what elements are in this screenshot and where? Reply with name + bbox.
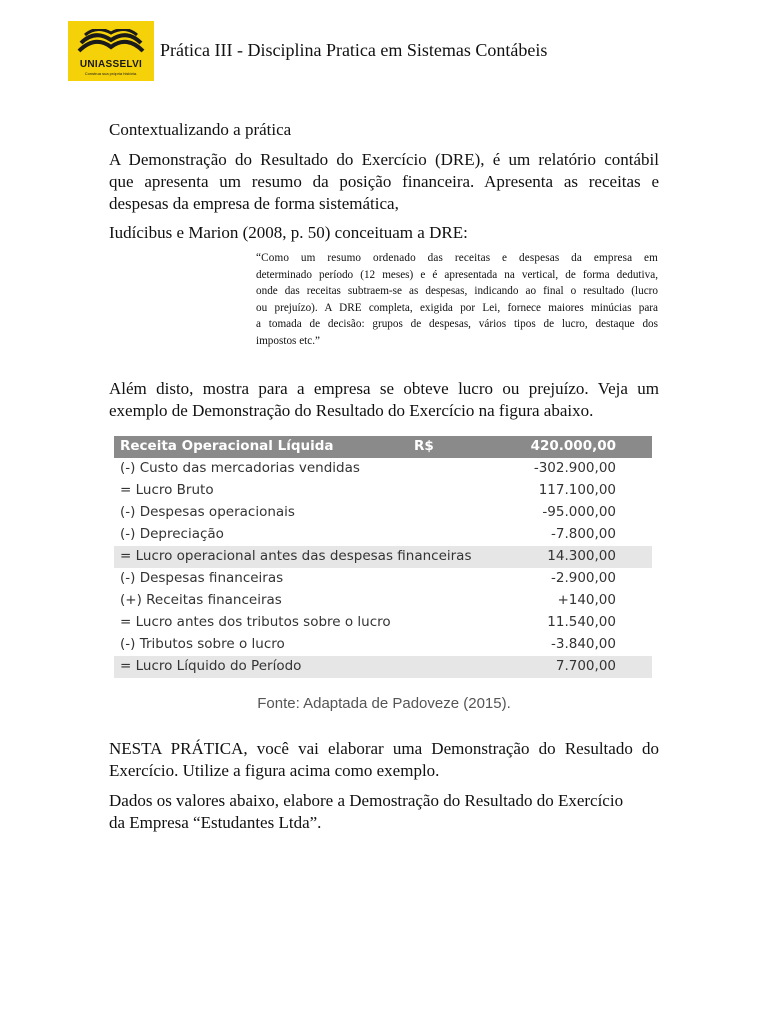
after-line-1: Além disto, mostra para a empresa se obteve lucro ou prejuízo. Veja um (109, 379, 659, 398)
dre-row-value: 117.100,00 (538, 482, 616, 498)
dre-row-value: 7.700,00 (555, 658, 616, 674)
page-title: Prática III - Disciplina Pratica em Sistemas Contábeis (160, 40, 548, 60)
dre-row-value: +140,00 (557, 592, 616, 608)
dre-row (114, 524, 652, 546)
dre-row (114, 590, 652, 612)
dre-row (114, 458, 652, 480)
book-wave-icon (77, 29, 145, 59)
dre-header-currency: R$ (414, 438, 434, 454)
quote-line: ou prejuízo). A DRE completa, exigida por Lei, fornece maiores minúcias para (256, 301, 658, 314)
dre-row-label: = Lucro Líquido do Período (120, 658, 302, 674)
logo-name: UNIASSELVI (79, 59, 143, 70)
dre-row-value: -95.000,00 (542, 504, 616, 520)
dre-header-label: Receita Operacional Líquida (120, 438, 334, 454)
dre-header-value: 420.000,00 (530, 438, 616, 454)
dre-row-label: (-) Despesas operacionais (120, 504, 295, 520)
table-source-caption: Fonte: Adaptada de Padoveze (2015). (257, 695, 511, 712)
quote-line: onde das receitas subtraem-se as despesas, indicando ao final o resultado (lucro (256, 285, 658, 297)
intro-line-3: despesas da empresa de forma sistemática, (109, 194, 399, 213)
uniasselvi-logo (68, 21, 154, 81)
dre-header-row (114, 436, 652, 458)
data-line-2: da Empresa “Estudantes Ltda”. (109, 813, 322, 832)
dre-row-label: = Lucro operacional antes das despesas financeiras (120, 548, 472, 564)
logo-tagline: Construa sua própria história. (84, 71, 138, 76)
quote-line: a tomada de decisão: grupos de despesas, vários tipos de lucro, destaque dos (256, 318, 658, 330)
data-line-1: Dados os valores abaixo, elabore a Demostração do Resultado do Exercício (109, 791, 624, 810)
dre-row-value: 11.540,00 (547, 614, 616, 630)
intro-line-1: A Demonstração do Resultado do Exercício (DRE), é um relatório contábil (109, 150, 659, 169)
citation-line: Iudícibus e Marion (2008, p. 50) conceituam a DRE: (109, 223, 468, 242)
dre-row-label: = Lucro Bruto (120, 482, 214, 498)
dre-row-label: = Lucro antes dos tributos sobre o lucro (120, 614, 391, 630)
quote-block (256, 250, 658, 349)
dre-row-label: (-) Depreciação (120, 526, 224, 542)
dre-row (114, 480, 652, 502)
dre-row-value: -2.900,00 (551, 570, 616, 586)
dre-row-value: -7.800,00 (551, 526, 616, 542)
after-line-2: exemplo de Demonstração do Resultado do Exercício na figura abaixo. (109, 401, 594, 420)
quote-line: impostos etc.” (256, 334, 321, 347)
dre-row (114, 656, 652, 678)
intro-line-2: que apresenta um resumo da posição financeira. Apresenta as receitas e (109, 172, 659, 191)
dre-row-label: (+) Receitas financeiras (120, 592, 282, 608)
practice-line-2: Exercício. Utilize a figura acima como exemplo. (109, 761, 440, 780)
quote-line: “Como um resumo ordenado das receitas e despesas da empresa em (256, 252, 658, 264)
section-heading: Contextualizando a prática (109, 120, 292, 139)
dre-row-value: 14.300,00 (547, 548, 616, 564)
dre-table (114, 436, 652, 678)
dre-row (114, 568, 652, 590)
dre-row-label: (-) Custo das mercadorias vendidas (120, 460, 360, 476)
quote-line: determinado período (12 meses) e é apresentada na vertical, de forma dedutiva, (256, 268, 658, 281)
dre-row (114, 634, 652, 656)
dre-row-value: -302.900,00 (533, 460, 616, 476)
dre-row (114, 502, 652, 524)
dre-row-label: (-) Tributos sobre o lucro (120, 636, 285, 652)
practice-line-1: NESTA PRÁTICA, você vai elaborar uma Demonstração do Resultado do (109, 739, 659, 758)
dre-row-label: (-) Despesas financeiras (120, 570, 284, 586)
dre-row-value: -3.840,00 (551, 636, 616, 652)
dre-row (114, 612, 652, 634)
dre-row (114, 546, 652, 568)
